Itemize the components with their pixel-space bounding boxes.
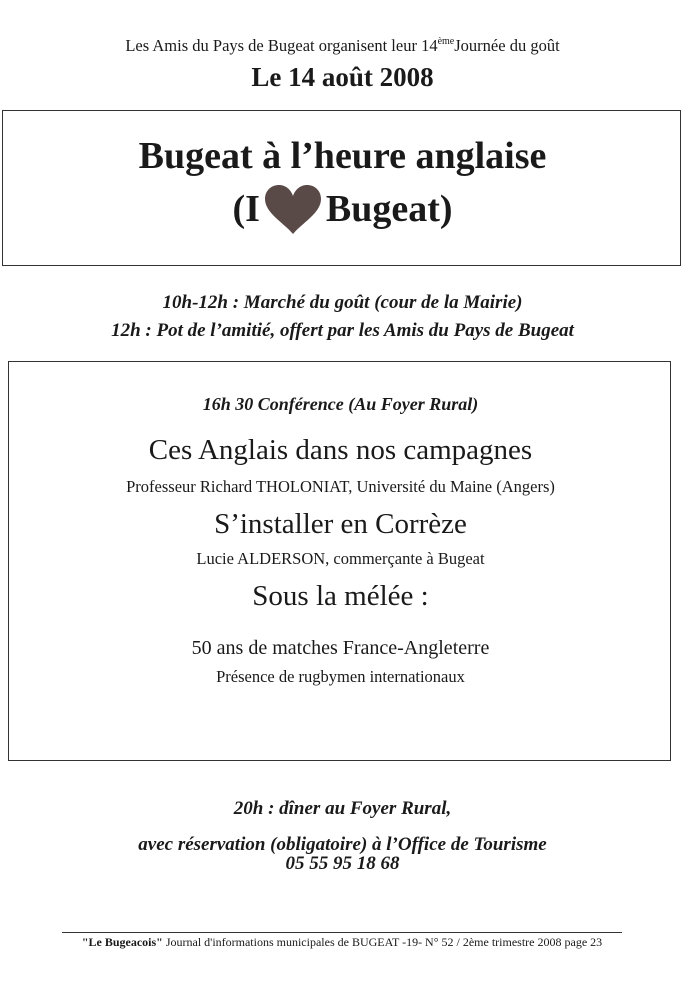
- market-line: 10h-12h : Marché du goût (cour de la Mairie): [162, 292, 523, 313]
- organizer-intro: [0, 36, 685, 56]
- phone-number: 05 55 95 18 68: [285, 853, 400, 874]
- conference-box: [8, 361, 671, 761]
- intro-suffix: Journée du goût: [454, 36, 560, 55]
- main-subtitle: [3, 185, 682, 235]
- aperitif-line: 12h : Pot de l’amitié, offert par les Amis du Pays de Bugeat: [111, 320, 574, 341]
- talk-speaker: Professeur Richard THOLONIAT, Université du Maine (Angers): [126, 477, 555, 496]
- talk-note: Présence de rugbymen internationaux: [216, 667, 465, 686]
- subtitle-open: (I: [232, 188, 260, 230]
- talk-title: Sous la mélée :: [252, 580, 429, 612]
- conference-heading: 16h 30 Conférence (Au Foyer Rural): [202, 394, 479, 414]
- publication-details: Journal d'informations municipales de BUGEAT -19- N° 52 / 2ème trimestre 2008 page 23: [162, 935, 603, 949]
- talk-title: S’installer en Corrèze: [214, 508, 467, 540]
- intro-superscript: ème: [437, 36, 455, 47]
- publication-name: "Le Bugeacois": [81, 935, 163, 949]
- footer: [62, 935, 622, 950]
- dinner-line: 20h : dîner au Foyer Rural,: [233, 798, 452, 819]
- intro-prefix: Les Amis du Pays de Bugeat organisent leur 14: [125, 36, 438, 55]
- talk-speaker: Lucie ALDERSON, commerçante à Bugeat: [196, 549, 485, 568]
- event-date: Le 14 août 2008: [251, 62, 434, 92]
- talk-title: Ces Anglais dans nos campagnes: [148, 434, 533, 466]
- reservation-line: avec réservation (obligatoire) à l’Office de Tourisme: [138, 834, 547, 855]
- title-box: [2, 110, 681, 266]
- subtitle-close: Bugeat): [325, 188, 453, 230]
- talk-subtitle: 50 ans de matches France-Angleterre: [191, 637, 490, 659]
- footer-divider: [62, 932, 622, 933]
- main-title: Bugeat à l’heure anglaise: [138, 135, 547, 177]
- heart-icon: [264, 185, 322, 235]
